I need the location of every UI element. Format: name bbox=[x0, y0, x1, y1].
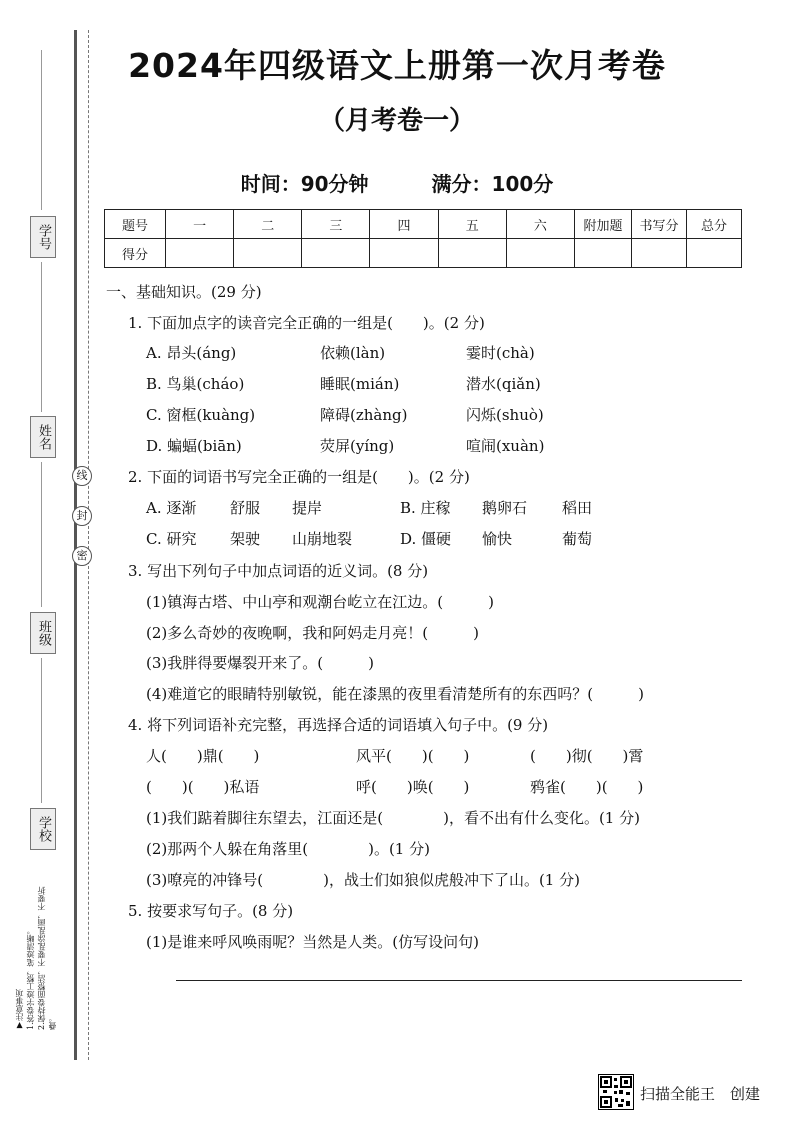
exam-title: 2024年四级语文上册第一次月考卷 bbox=[128, 46, 666, 85]
header-cell: 附加题 bbox=[575, 210, 632, 239]
option-b: B. 庄稼 bbox=[400, 499, 451, 517]
option-b: B. 鸟巢(cháo) bbox=[146, 375, 245, 393]
school-label: 学校 bbox=[30, 808, 56, 850]
option-d: D. 僵硬 bbox=[400, 530, 452, 548]
option-word: 架驶 bbox=[230, 530, 261, 548]
row-label: 得分 bbox=[105, 239, 166, 268]
score-table-row bbox=[105, 239, 742, 268]
seal-char: 密 bbox=[72, 546, 92, 566]
fill-word: 人( )鼎( ) bbox=[146, 747, 260, 765]
exam-info bbox=[0, 168, 794, 197]
score-table bbox=[104, 209, 742, 268]
option-a: A. 昂头(áng) bbox=[146, 344, 237, 362]
option-b-word: 潜水(qiǎn) bbox=[466, 375, 541, 393]
score-table-header bbox=[105, 210, 742, 239]
option-d-word: 喧闹(xuàn) bbox=[466, 437, 545, 455]
sub-question: (3)我胖得要爆裂开来了。( ) bbox=[146, 654, 374, 672]
sub-question: (1)我们踮着脚往东望去，江面还是( )，看不出有什么变化。(1 分) bbox=[146, 809, 640, 827]
notes-item: 2.保持卷面整洁，不要乱涂乱画，不要折叠。 bbox=[37, 886, 57, 1030]
fill-word: 呼( )唤( ) bbox=[356, 778, 470, 796]
option-word: 舒服 bbox=[230, 499, 261, 517]
option-a: A. 逐渐 bbox=[146, 499, 197, 517]
option-word: 稻田 bbox=[562, 499, 593, 517]
option-word: 提岸 bbox=[292, 499, 323, 517]
header-cell: 一 bbox=[166, 210, 234, 239]
score-cell[interactable] bbox=[166, 239, 234, 268]
score-cell[interactable] bbox=[370, 239, 438, 268]
sub-question: (1)是谁来呼风唤雨呢？当然是人类。(仿写设问句) bbox=[146, 933, 479, 951]
option-d-word: 荧屏(yíng) bbox=[320, 437, 395, 455]
header-cell: 总分 bbox=[687, 210, 742, 239]
question-stem: 5. 按要求写句子。(8 分) bbox=[128, 902, 294, 920]
header-cell: 二 bbox=[234, 210, 302, 239]
question-stem: 2. 下面的词语书写完全正确的一组是( )。(2 分) bbox=[128, 468, 470, 486]
notes-title: ▼注意事项 bbox=[15, 989, 24, 1030]
option-a-word: 依赖(làn) bbox=[320, 344, 386, 362]
header-cell: 四 bbox=[370, 210, 438, 239]
section-heading: 一、基础知识。(29 分) bbox=[106, 283, 262, 301]
header-cell: 题号 bbox=[105, 210, 166, 239]
field-line bbox=[41, 658, 42, 803]
sub-question: (2)多么奇妙的夜晚啊，我和阿妈走月亮！( ) bbox=[146, 624, 479, 642]
option-word: 葡萄 bbox=[562, 530, 593, 548]
seal-char: 封 bbox=[72, 506, 92, 526]
option-b-word: 睡眠(mián) bbox=[320, 375, 400, 393]
score-cell[interactable] bbox=[302, 239, 370, 268]
qr-code-icon bbox=[598, 1074, 634, 1110]
fill-word: ( )彻( )霄 bbox=[530, 747, 644, 765]
fill-word: 鸦雀( )( ) bbox=[530, 778, 644, 796]
time-label: 时间：90分钟 bbox=[240, 172, 369, 196]
option-c: C. 研究 bbox=[146, 530, 197, 548]
option-d: D. 蝙蝠(biān) bbox=[146, 437, 242, 455]
question-stem: 3. 写出下列句子中加点词语的近义词。(8 分) bbox=[128, 562, 429, 580]
option-word: 山崩地裂 bbox=[292, 530, 353, 548]
fill-word: 风平( )( ) bbox=[356, 747, 470, 765]
header-cell: 三 bbox=[302, 210, 370, 239]
question-stem: 1. 下面加点字的读音完全正确的一组是( )。(2 分) bbox=[128, 314, 485, 332]
score-cell[interactable] bbox=[234, 239, 302, 268]
header-cell: 五 bbox=[438, 210, 506, 239]
score-cell[interactable] bbox=[632, 239, 687, 268]
exam-notes bbox=[14, 880, 74, 1030]
option-c-word: 闪烁(shuò) bbox=[466, 406, 544, 424]
fill-word: ( )( )私语 bbox=[146, 778, 260, 796]
question-stem: 4. 将下列词语补充完整，再选择合适的词语填入句子中。(9 分) bbox=[128, 716, 549, 734]
option-word: 鹅卵石 bbox=[482, 499, 528, 517]
sub-question: (2)那两个人躲在角落里( )。(1 分) bbox=[146, 840, 430, 858]
option-word: 愉快 bbox=[482, 530, 513, 548]
name-label: 姓名 bbox=[30, 416, 56, 458]
class-label: 班级 bbox=[30, 612, 56, 654]
full-score-label: 满分：100分 bbox=[431, 172, 554, 196]
student-id-label: 学号 bbox=[30, 216, 56, 258]
notes-item: 1.答卷字迹工整，笔迹清晰。 bbox=[26, 926, 35, 1030]
score-cell[interactable] bbox=[438, 239, 506, 268]
exam-subtitle: （月考卷一） bbox=[318, 106, 475, 136]
seal-char: 线 bbox=[72, 466, 92, 486]
sub-question: (4)难道它的眼睛特别敏锐，能在漆黑的夜里看清楚所有的东西吗？( ) bbox=[146, 685, 644, 703]
score-cell[interactable] bbox=[687, 239, 742, 268]
field-line bbox=[41, 462, 42, 607]
field-line bbox=[41, 262, 42, 412]
header-cell: 六 bbox=[506, 210, 574, 239]
option-c-word: 障碍(zhàng) bbox=[320, 406, 408, 424]
option-c: C. 窗框(kuàng) bbox=[146, 406, 256, 424]
header-cell: 书写分 bbox=[632, 210, 687, 239]
score-cell[interactable] bbox=[575, 239, 632, 268]
sub-question: (3)嘹亮的冲锋号( )，战士们如狼似虎般冲下了山。(1 分) bbox=[146, 871, 580, 889]
answer-line[interactable] bbox=[176, 980, 742, 981]
option-a-word: 霎时(chà) bbox=[466, 344, 535, 362]
sub-question: (1)镇海古塔、中山亭和观潮台屹立在江边。( ) bbox=[146, 593, 494, 611]
scanner-watermark: 扫描全能王 创建 bbox=[640, 1085, 761, 1103]
score-cell[interactable] bbox=[506, 239, 574, 268]
